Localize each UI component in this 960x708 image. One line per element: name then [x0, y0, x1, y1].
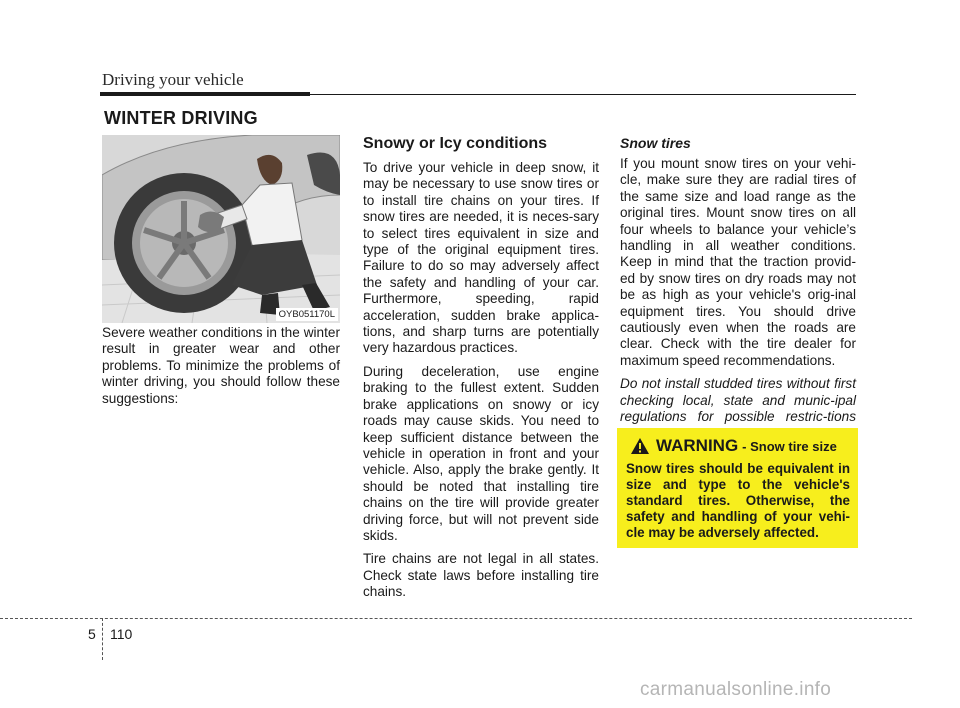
warning-triangle-icon — [630, 437, 650, 455]
header-rule-thin — [310, 94, 856, 95]
footer-rule-horizontal — [0, 618, 912, 619]
figure-code: OYB051170L — [276, 308, 338, 321]
watermark: carmanualsonline.info — [640, 679, 832, 700]
snow-tire-illustration — [102, 135, 340, 323]
warning-header — [626, 436, 850, 456]
warning-box — [617, 428, 858, 548]
page-number: 110 — [110, 626, 133, 642]
footer-rule-vertical — [102, 618, 103, 660]
section-title: WINTER DRIVING — [104, 108, 258, 128]
snow-tires-column — [620, 134, 856, 449]
snow-tires-paragraph-2: Do not install studded tires without first checking local, state and munic-ipal regulations for possible restric-tions — [620, 376, 856, 425]
warning-title: WARNING — [656, 436, 739, 455]
snowy-paragraph-1: To drive your vehicle in deep snow, it may be necessary to use snow tires or to install tire chains on your tires. If snow tires are needed, it is neces-sary to select tires equivalent in size and type of the original equipment tires. Failure to do so may adversely affect the safety and handling of your car. Furthermore, speeding, rapid acceleration, sudden brake applica-tions, and sharp turns are potentially very hazardous practices. — [363, 160, 599, 356]
intro-paragraph: Severe weather conditions in the winter result in greater wear and other problems. To minimize the problems of winter driving, you should follow these suggestions: — [102, 325, 340, 406]
snowy-paragraph-3: Tire chains are not legal in all states. Check state laws before installing tire chains. — [363, 551, 599, 600]
snowy-paragraph-2: During deceleration, use engine braking to the fullest extent. Sudden brake applications on snowy or icy roads may cause skids. You need to keep sufficient distance between the vehicle in operation in front and your vehicle. Also, apply the brake gently. It should be noted that installing tire chains on the tire will provide greater driving force, but will not prevent side skids. — [363, 363, 599, 543]
warning-subtitle: - Snow tire size — [742, 438, 837, 454]
tire-change-drawing — [102, 135, 340, 323]
warning-body: Snow tires should be equivalent in size and type to the vehicle's standard tires. Otherwise, the safety and handling of your vehi-cle may be adversely affected. — [626, 461, 850, 540]
intro-column — [102, 325, 340, 414]
snowy-icy-heading: Snowy or Icy conditions — [363, 135, 548, 152]
snow-tires-heading: Snow tires — [620, 135, 691, 151]
snowy-icy-column — [363, 134, 599, 608]
header-title: Driving your vehicle — [102, 70, 244, 89]
snow-tires-paragraph-1: If you mount snow tires on your vehi-cle, make sure they are radial tires of the same size and load range as the original tires. Mount snow tires on all four wheels to balance your vehicle’s handling in all weather conditions. Keep in mind that the traction provid-ed by snow tires on dry roads may not be as high as your vehicle's orig-inal equipment tires. You should drive cautiously even when the roads are clear. Check with the tire dealer for maximum speed recommendations. — [620, 156, 856, 368]
chapter-number: 5 — [88, 626, 96, 642]
header-rule-thick — [100, 92, 310, 96]
